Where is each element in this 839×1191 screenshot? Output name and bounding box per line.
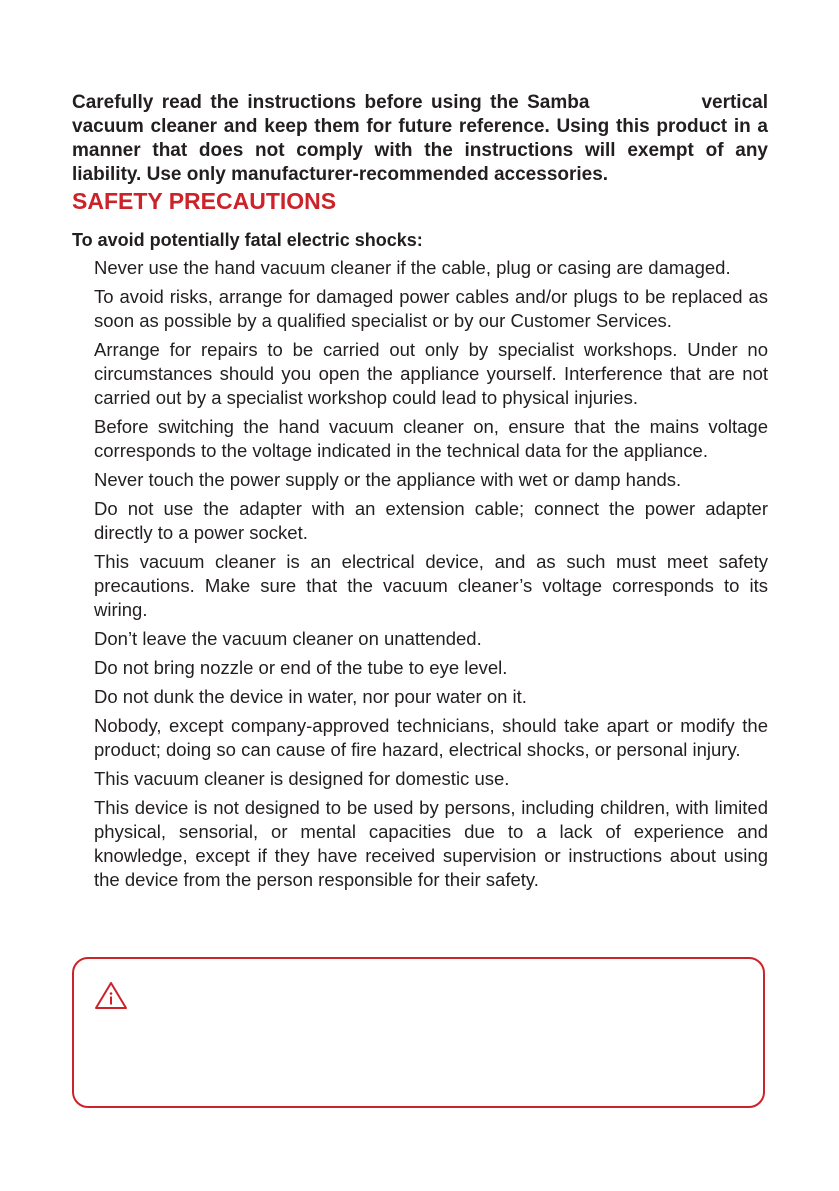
list-item: Never use the hand vacuum cleaner if the cable, plug or casing are damaged. <box>94 257 731 278</box>
list-item: Do not dunk the device in water, nor pour water on it. <box>94 686 527 707</box>
warning-triangle-icon <box>94 981 128 1011</box>
list-item: Do not bring nozzle or end of the tube to eye level. <box>94 657 508 678</box>
list-item: This device is not designed to be used by persons, including children, with limited physical, sensorial, or mental capacities due to a lack of experience and knowledge, except if they have received supervision or instructions about using the device from the person responsible for their safety. <box>94 797 768 890</box>
list-item: Arrange for repairs to be carried out only by specialist workshops. Under no circumstances should you open the appliance yourself. Interference that are not carried out by a specialist workshop could lead to physical injuries. <box>94 339 768 408</box>
list-item: Before switching the hand vacuum cleaner on, ensure that the mains voltage corresponds to the voltage indicated in the technical data for the appliance. <box>94 416 768 461</box>
list-item: Do not use the adapter with an extension cable; connect the power adapter directly to a power socket. <box>94 498 768 543</box>
intro-paragraph <box>72 91 768 187</box>
safety-list <box>94 256 768 897</box>
list-item: Never touch the power supply or the appliance with wet or damp hands. <box>94 469 682 490</box>
intro-text-end: vertical vacuum cleaner and keep them for future reference. Using this product in a manner that does not comply with the instructions will exempt of any liability. Use only manufacturer-recommended accessories. <box>72 92 768 185</box>
list-item: This vacuum cleaner is an electrical device, and as such must meet safety precautions. Make sure that the vacuum cleaner’s voltage corresponds to its wiring. <box>94 551 768 620</box>
list-item: To avoid risks, arrange for damaged power cables and/or plugs to be replaced as soon as possible by a qualified specialist or by our Customer Services. <box>94 286 768 331</box>
list-item: This vacuum cleaner is designed for domestic use. <box>94 768 510 789</box>
list-item: Don’t leave the vacuum cleaner on unattended. <box>94 628 482 649</box>
intro-text-start: Carefully read the instructions before using the Samba <box>72 92 590 113</box>
list-item: Nobody, except company-approved technicians, should take apart or modify the product; doing so can cause of fire hazard, electrical shocks, or personal injury. <box>94 715 768 760</box>
subheading: To avoid potentially fatal electric shocks: <box>72 230 423 250</box>
warning-box <box>72 957 765 1108</box>
section-title: SAFETY PRECAUTIONS <box>72 188 337 214</box>
